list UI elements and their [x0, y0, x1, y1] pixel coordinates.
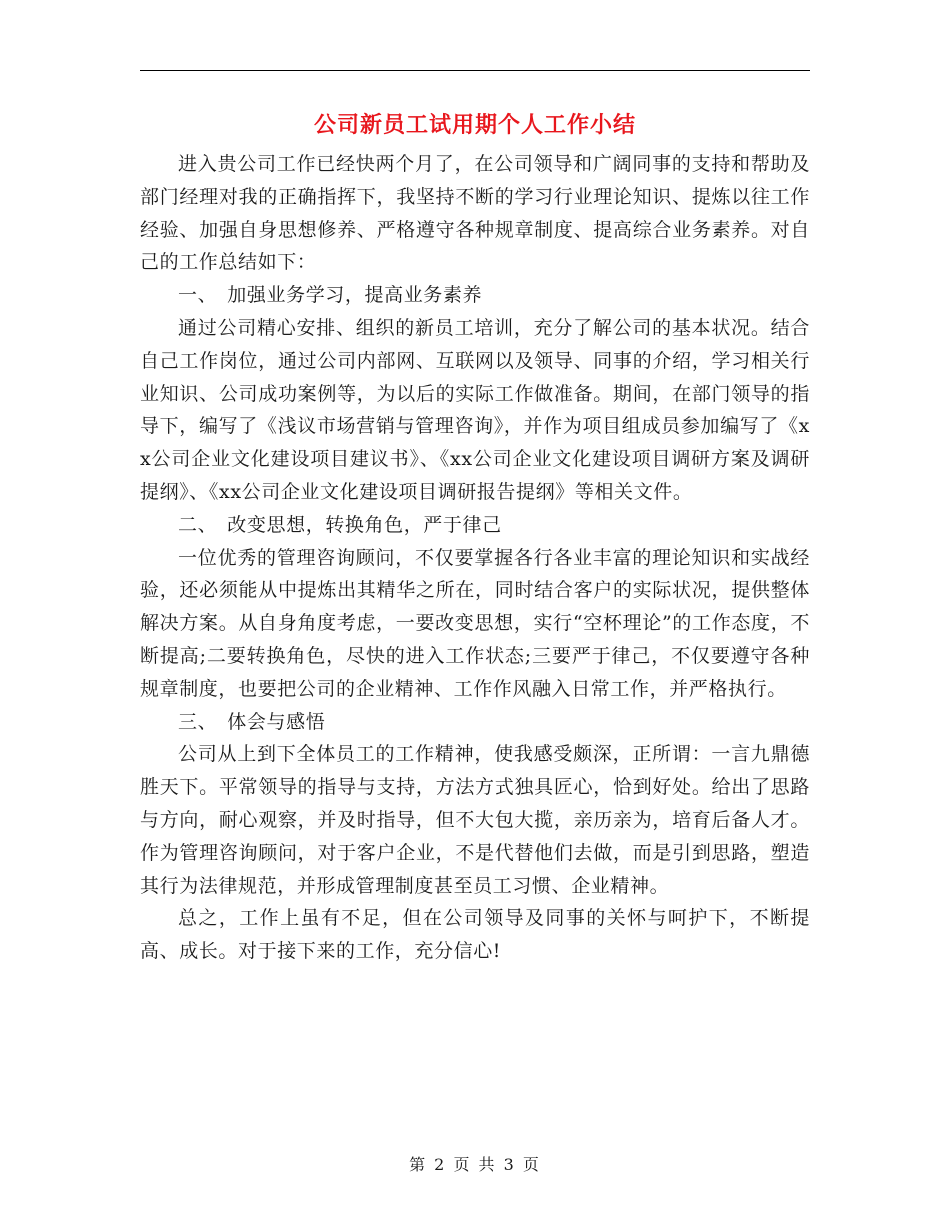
paragraph-conclusion: 总之，工作上虽有不足，但在公司领导及同事的关怀与呵护下，不断提高、成长。对于接下来的工作，充分信心!: [140, 907, 810, 963]
paragraph-section-1: 通过公司精心安排、组织的新员工培训，充分了解公司的基本状况。结合自己工作岗位，通过公司内部网、互联网以及领导、同事的介绍，学习相关行业知识、公司成功案例等，为以后的实际工作做准备。期间，在部门领导的指导下，编写了《浅议市场营销与管理咨询》，并作为项目组成员参加编写了《xx公司企业文化建设项目建议书》、《xx公司企业文化建设项目调研方案及调研提纲》、《xx公司企业文化建设项目调研报告提纲》等相关文件。: [140, 316, 810, 503]
paragraph-section-2: 一位优秀的管理咨询顾问，不仅要掌握各行各业丰富的理论知识和实战经验，还必须能从中提炼出其精华之所在，同时结合客户的实际状况，提供整体解决方案。从自身角度考虑，一要改变思想，实行“空杯理论”的工作态度，不断提高;二要转换角色，尽快的进入工作状态;三要严于律己，不仅要遵守各种规章制度，也要把公司的企业精神、工作作风融入日常工作，并严格执行。: [140, 546, 810, 700]
section-heading-1: 一、 加强业务学习，提高业务素养: [178, 284, 483, 307]
section-heading-2: 二、 改变思想，转换角色，严于律己: [178, 513, 502, 536]
page-number: 第 2 页 共 3 页: [409, 1155, 541, 1174]
paragraph-section-3: 公司从上到下全体员工的工作精神，使我感受颇深，正所谓：一言九鼎德胜天下。平常领导的指导与支持，方法方式独具匠心，恰到好处。给出了思路与方向，耐心观察，并及时指导，但不大包大揽，亲历亲为，培育后备人才。作为管理咨询顾问，对于客户企业，不是代替他们去做，而是引到思路，塑造其行为法律规范，并形成管理制度甚至员工习惯、企业精神。: [140, 743, 810, 897]
document-title: 公司新员工试用期个人工作小结: [313, 112, 636, 138]
header-rule: [140, 70, 810, 71]
paragraph-intro: 进入贵公司工作已经快两个月了，在公司领导和广阔同事的支持和帮助及部门经理对我的正确指挥下，我坚持不断的学习行业理论知识、提炼以往工作经验、加强自身思想修养、严格遵守各种规章制度、提高综合业务素养。对自己的工作总结如下：: [140, 153, 810, 274]
document-body: [140, 148, 810, 968]
section-heading-3: 三、 体会与感悟: [178, 710, 326, 733]
